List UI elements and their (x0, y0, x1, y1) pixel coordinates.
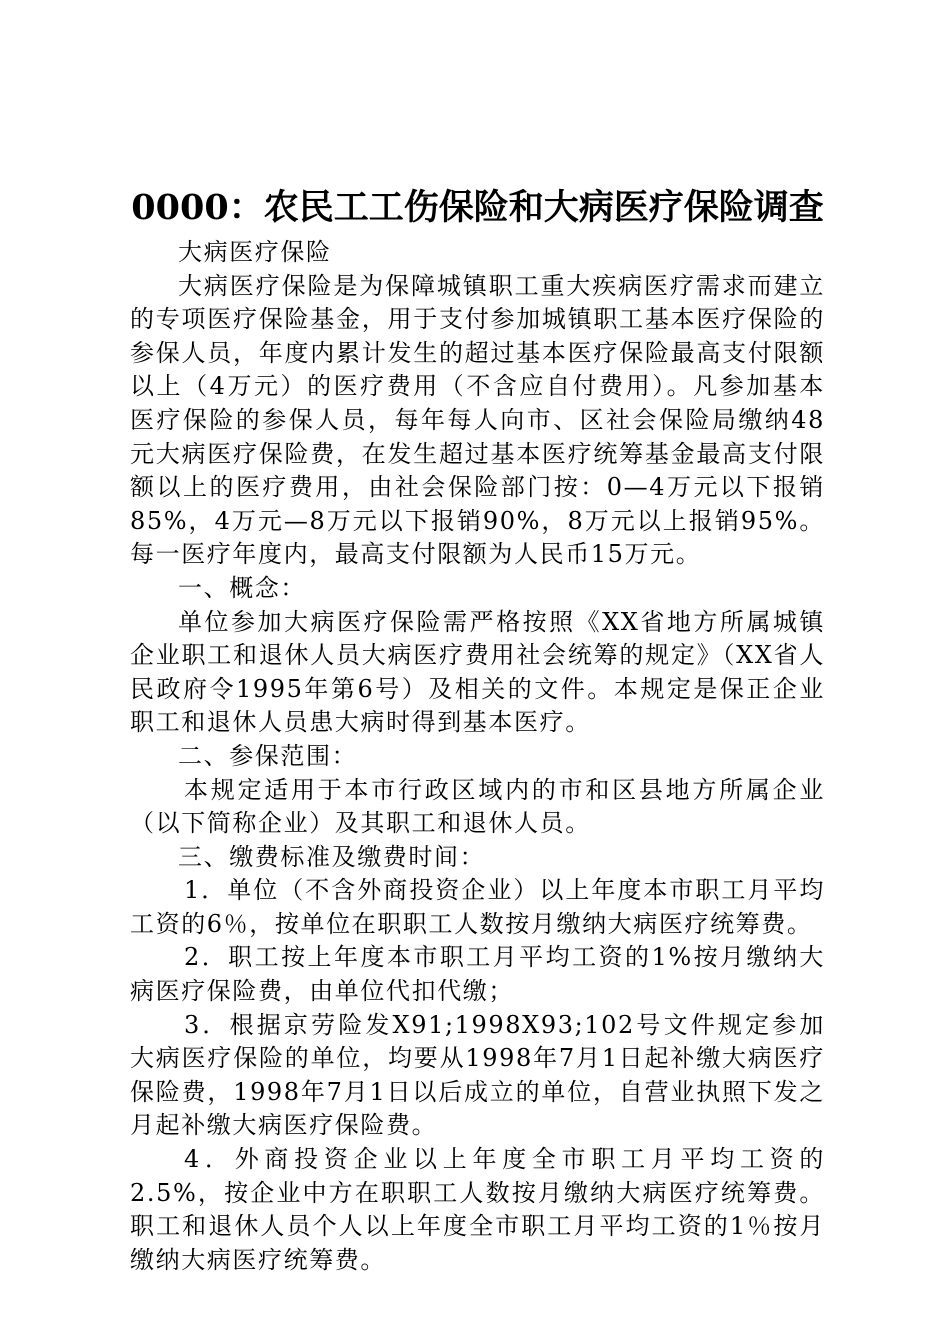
section-heading-concept: 一、概念： (178, 573, 306, 602)
document-body (130, 236, 825, 1277)
list-item-payment-4: 4．外商投资企业以上年度全市职工月平均工资的2.5%，按企业中方在职职工人数按月缴纳大病医疗统筹费。职工和退休人员个人以上年度全市职工月平均工资的1％按月缴纳大病医疗统筹费。 (130, 1145, 825, 1274)
list-item-payment-3: 3．根据京劳险发X91;1998X93;102号文件规定参加大病医疗保险的单位，均要从1998年7月1日起补缴大病医疗保险费，1998年7月1日以后成立的单位，自营业执照下发之月起补缴大病医疗保险费。 (130, 1010, 825, 1140)
section-heading-payment-standards: 三、缴费标准及缴费时间： (178, 842, 486, 871)
document-page (130, 180, 825, 1277)
paragraph-concept: 单位参加大病医疗保险需严格按照《XX省地方所属城镇企业职工和退休人员大病医疗费用社会统筹的规定》（XX省人民政府令1995年第6号）及相关的文件。本规定是保正企业职工和退休人员患大病时得到基本医疗。 (130, 607, 825, 737)
paragraph-coverage-scope: 本规定适用于本市行政区域内的市和区县地方所属企业（以下简称企业）及其职工和退休人员。 (130, 775, 825, 838)
document-title: 0000：农民工工伤保险和大病医疗保险调查 (131, 187, 824, 228)
section-heading-major-illness-insurance: 大病医疗保险 (178, 238, 332, 266)
section-heading-coverage-scope: 二、参保范围： (178, 741, 358, 770)
list-item-payment-1: 1．单位（不含外商投资企业）以上年度本市职工月平均工资的6％，按单位在职职工人数按月缴纳大病医疗统筹费。 (130, 876, 825, 938)
list-item-payment-2: 2．职工按上年度本市职工月平均工资的1%按月缴纳大病医疗保险费，由单位代扣代缴； (130, 943, 825, 1006)
paragraph-insurance-overview: 大病医疗保险是为保障城镇职工重大疾病医疗需求而建立的专项医疗保险基金，用于支付参加城镇职工基本医疗保险的参保人员，年度内累计发生的超过基本医疗保险最高支付限额以上（4万元）的医疗费用（不含应自付费用）。凡参加基本医疗保险的参保人员，每年每人向市、区社会保险局缴纳48元大病医疗保险费，在发生超过基本医疗统筹基金最高支付限额以上的医疗费用，由社会保险部门按：0—4万元以下报销85%，4万元—8万元以下报销90%，8万元以上报销95%。每一医疗年度内，最高支付限额为人民币15万元。 (130, 271, 825, 569)
